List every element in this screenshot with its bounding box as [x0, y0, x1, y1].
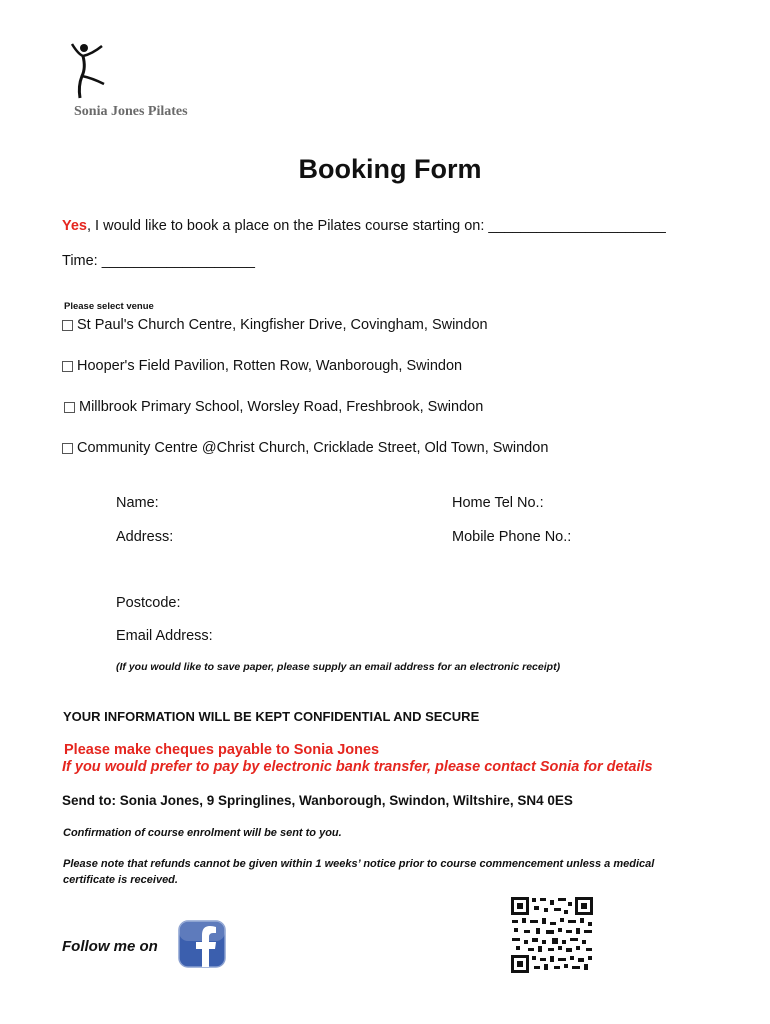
page-title: Booking Form [298, 154, 482, 184]
venue-option-label: St Paul's Church Centre, Kingfisher Drive, Covingham, Swindon [77, 317, 488, 333]
facebook-icon[interactable] [178, 920, 226, 968]
bank-transfer-notice: If you would prefer to pay by electronic bank transfer, please contact Sonia for details [62, 759, 653, 775]
follow-text: Follow me on [62, 938, 158, 955]
refund-notice: Please note that refunds cannot be given within 1 weeks’ notice prior to course commencement unless a medical certificate is received. [63, 858, 655, 886]
home-tel-field[interactable]: Home Tel No.: [452, 495, 544, 511]
venue-checkbox[interactable] [64, 402, 75, 413]
name-field[interactable]: Name: [116, 495, 159, 511]
yes-word: Yes [62, 218, 87, 234]
venue-checkbox[interactable] [62, 443, 73, 454]
cheques-notice: Please make cheques payable to Sonia Jones [64, 742, 380, 758]
venue-option-label: Hooper's Field Pavilion, Rotten Row, Wanborough, Swindon [77, 358, 463, 374]
venue-option[interactable] [62, 358, 462, 374]
time-line[interactable]: Time: ___________________ [62, 253, 255, 269]
confidential-notice: YOUR INFORMATION WILL BE KEPT CONFIDENTIAL AND SECURE [63, 709, 480, 724]
booking-sentence [62, 218, 666, 234]
venue-option[interactable] [62, 440, 548, 456]
logo-text: Sonia Jones Pilates [74, 104, 188, 119]
qr-code-icon [510, 896, 594, 974]
confirmation-notice: Confirmation of course enrolment will be sent to you. [63, 827, 342, 839]
send-to-address: Send to: Sonia Jones, 9 Springlines, Wanborough, Swindon, Wiltshire, SN4 0ES [62, 793, 573, 808]
venue-checkbox[interactable] [62, 361, 73, 372]
pilates-figure-logo-icon [68, 42, 108, 100]
booking-sentence-text: , I would like to book a place on the Pilates course starting on: ______________________ [87, 218, 666, 234]
venue-checkbox[interactable] [62, 320, 73, 331]
email-field[interactable]: Email Address: [116, 628, 213, 644]
venue-option-label: Millbrook Primary School, Worsley Road, Freshbrook, Swindon [79, 399, 484, 415]
venue-label: Please select venue [64, 301, 154, 312]
mobile-field[interactable]: Mobile Phone No.: [452, 529, 572, 545]
address-field[interactable]: Address: [116, 529, 174, 545]
venue-option[interactable] [62, 317, 488, 333]
venue-option-label: Community Centre @Christ Church, Cricklade Street, Old Town, Swindon [77, 440, 549, 456]
venue-option[interactable] [64, 399, 483, 415]
email-note: (If you would like to save paper, please supply an email address for an electronic receipt) [116, 661, 561, 673]
postcode-field[interactable]: Postcode: [116, 595, 181, 611]
